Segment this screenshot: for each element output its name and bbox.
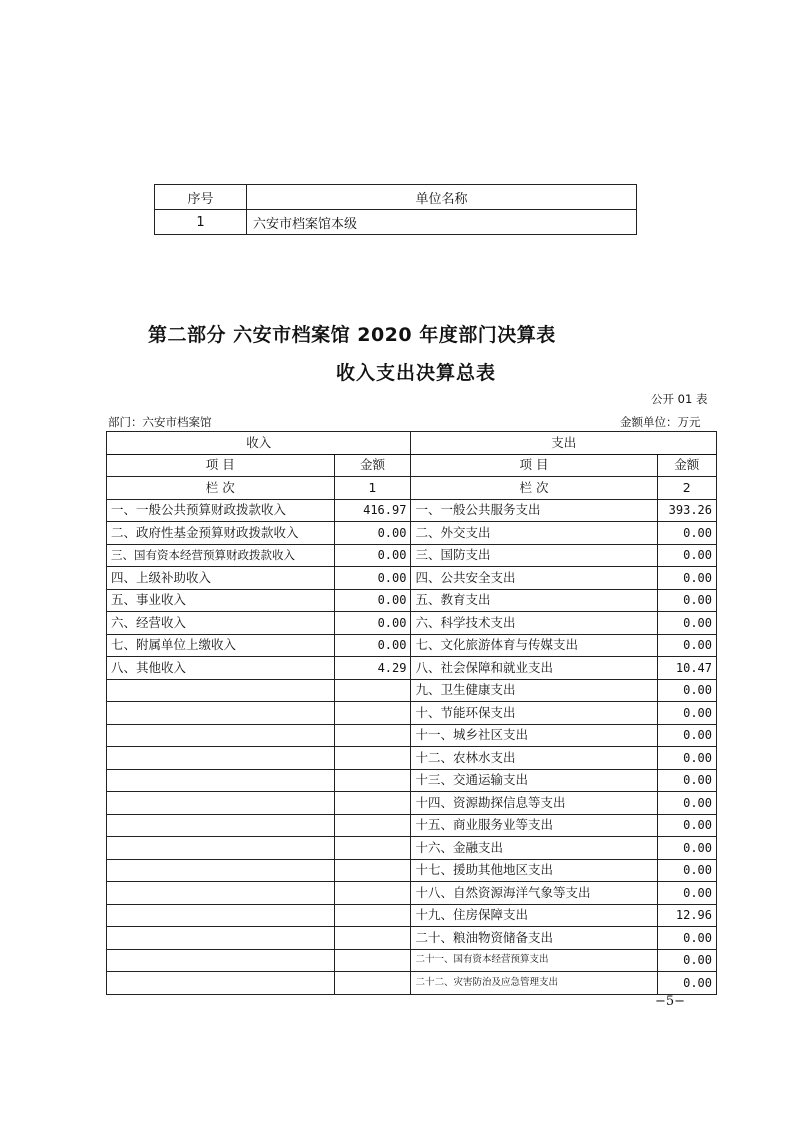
- expense-amount-cell: 0.00: [657, 792, 717, 815]
- income-item-cell: [107, 702, 335, 725]
- income-amount-cell: [334, 814, 411, 837]
- table-row: [107, 724, 717, 747]
- expense-amount-cell: 0.00: [657, 634, 717, 657]
- unit-table: [154, 184, 637, 235]
- income-item-cell: [107, 837, 335, 860]
- table-row: [107, 972, 717, 995]
- expense-amount-header: 金额: [657, 454, 717, 477]
- expense-amount-cell: 0.00: [657, 589, 717, 612]
- income-amount-cell: [334, 769, 411, 792]
- expense-item-cell: 十七、援助其他地区支出: [411, 859, 657, 882]
- income-item-cell: 一、一般公共预算财政拨款收入: [107, 499, 335, 522]
- expense-amount-cell: 0.00: [657, 724, 717, 747]
- expense-col-number: 2: [657, 477, 717, 500]
- table-row: [107, 657, 717, 680]
- expense-item-cell: 五、教育支出: [411, 589, 657, 612]
- table-row: [107, 814, 717, 837]
- expense-amount-cell: 393.26: [657, 499, 717, 522]
- expense-item-cell: 二十二、灾害防治及应急管理支出: [411, 972, 657, 995]
- table-row: [107, 949, 717, 972]
- income-amount-cell: [334, 679, 411, 702]
- expense-item-cell: 十一、城乡社区支出: [411, 724, 657, 747]
- expense-item-cell: 六、科学技术支出: [411, 612, 657, 635]
- income-item-cell: [107, 769, 335, 792]
- expense-amount-cell: 0.00: [657, 859, 717, 882]
- table-code: 公开 01 表: [651, 392, 708, 406]
- table-row: [107, 747, 717, 770]
- table-row: [107, 927, 717, 950]
- header-serial: 序号: [155, 185, 247, 210]
- income-amount-cell: 0.00: [334, 634, 411, 657]
- expense-item-cell: 七、文化旅游体育与传媒支出: [411, 634, 657, 657]
- expense-item-cell: 十五、商业服务业等支出: [411, 814, 657, 837]
- expense-amount-cell: 0.00: [657, 837, 717, 860]
- income-item-cell: [107, 972, 335, 995]
- expense-item-cell: 八、社会保障和就业支出: [411, 657, 657, 680]
- income-amount-cell: 0.00: [334, 589, 411, 612]
- income-item-cell: [107, 724, 335, 747]
- expense-item-header: 项 目: [411, 454, 657, 477]
- income-amount-cell: [334, 882, 411, 905]
- expense-amount-cell: 0.00: [657, 702, 717, 725]
- income-amount-cell: 0.00: [334, 567, 411, 590]
- section-header-row: [107, 432, 717, 455]
- table-row: [107, 882, 717, 905]
- cell-unit-name: 六安市档案馆本级: [247, 210, 637, 235]
- income-amount-cell: [334, 747, 411, 770]
- expense-amount-cell: 0.00: [657, 612, 717, 635]
- income-amount-cell: 4.29: [334, 657, 411, 680]
- table-row: [107, 837, 717, 860]
- income-item-cell: [107, 859, 335, 882]
- cell-serial: 1: [155, 210, 247, 235]
- page-title: 第二部分 六安市档案馆 2020 年度部门决算表: [148, 324, 556, 346]
- income-item-header: 项 目: [107, 454, 335, 477]
- income-amount-cell: [334, 927, 411, 950]
- table-row: [107, 589, 717, 612]
- expense-item-cell: 二十、粮油物资储备支出: [411, 927, 657, 950]
- income-col-number: 1: [334, 477, 411, 500]
- income-item-cell: 二、政府性基金预算财政拨款收入: [107, 522, 335, 545]
- table-row: [107, 679, 717, 702]
- table-body: [107, 499, 717, 994]
- income-amount-cell: [334, 724, 411, 747]
- table-row: [107, 859, 717, 882]
- expense-item-cell: 一、一般公共服务支出: [411, 499, 657, 522]
- table-title: 收入支出决算总表: [336, 362, 497, 384]
- income-amount-cell: [334, 702, 411, 725]
- expense-amount-cell: 0.00: [657, 882, 717, 905]
- income-amount-cell: 0.00: [334, 522, 411, 545]
- income-item-cell: [107, 927, 335, 950]
- expense-item-cell: 十八、自然资源海洋气象等支出: [411, 882, 657, 905]
- income-item-cell: 五、事业收入: [107, 589, 335, 612]
- income-amount-cell: [334, 949, 411, 972]
- header-unit-name: 单位名称: [247, 185, 637, 210]
- expense-item-cell: 十二、农林水支出: [411, 747, 657, 770]
- income-amount-cell: 416.97: [334, 499, 411, 522]
- expense-amount-cell: 0.00: [657, 769, 717, 792]
- income-item-cell: [107, 814, 335, 837]
- department-label: 部门：六安市档案馆: [108, 415, 212, 429]
- income-item-cell: 四、上级补助收入: [107, 567, 335, 590]
- income-item-cell: [107, 792, 335, 815]
- income-amount-cell: [334, 972, 411, 995]
- expense-item-cell: 二、外交支出: [411, 522, 657, 545]
- income-item-cell: 七、附属单位上缴收入: [107, 634, 335, 657]
- income-item-cell: 八、其他收入: [107, 657, 335, 680]
- expense-header: 支出: [411, 432, 717, 455]
- table-row: [107, 792, 717, 815]
- expense-item-cell: 十三、交通运输支出: [411, 769, 657, 792]
- income-amount-cell: [334, 904, 411, 927]
- column-header-row: [107, 454, 717, 477]
- income-item-cell: [107, 679, 335, 702]
- income-header: 收入: [107, 432, 411, 455]
- table-row: [107, 904, 717, 927]
- income-line-label: 栏 次: [107, 477, 335, 500]
- expense-amount-cell: 0.00: [657, 544, 717, 567]
- expense-amount-cell: 0.00: [657, 567, 717, 590]
- expense-amount-cell: 0.00: [657, 522, 717, 545]
- expense-amount-cell: 0.00: [657, 747, 717, 770]
- table-row: [155, 210, 637, 235]
- amount-unit-label: 金额单位：万元: [620, 415, 701, 429]
- income-item-cell: 三、国有资本经营预算财政拨款收入: [107, 544, 335, 567]
- expense-amount-cell: 0.00: [657, 679, 717, 702]
- expense-item-cell: 三、国防支出: [411, 544, 657, 567]
- expense-item-cell: 十、节能环保支出: [411, 702, 657, 725]
- expense-item-cell: 二十一、国有资本经营预算支出: [411, 949, 657, 972]
- income-item-cell: [107, 904, 335, 927]
- expense-item-cell: 四、公共安全支出: [411, 567, 657, 590]
- table-row: [107, 544, 717, 567]
- income-item-cell: [107, 949, 335, 972]
- expense-amount-cell: 0.00: [657, 927, 717, 950]
- income-expense-table: [106, 431, 717, 995]
- table-row: [107, 612, 717, 635]
- table-row: [107, 499, 717, 522]
- line-number-row: [107, 477, 717, 500]
- income-item-cell: [107, 747, 335, 770]
- expense-item-cell: 十六、金融支出: [411, 837, 657, 860]
- expense-item-cell: 十四、资源勘探信息等支出: [411, 792, 657, 815]
- income-amount-cell: [334, 792, 411, 815]
- table-row: [107, 567, 717, 590]
- income-amount-cell: 0.00: [334, 544, 411, 567]
- table-row: [107, 634, 717, 657]
- expense-amount-cell: 0.00: [657, 972, 717, 995]
- unit-table-header-row: [155, 185, 637, 210]
- income-item-cell: [107, 882, 335, 905]
- table-row: [107, 702, 717, 725]
- income-amount-cell: [334, 837, 411, 860]
- expense-amount-cell: 12.96: [657, 904, 717, 927]
- table-row: [107, 769, 717, 792]
- expense-item-cell: 九、卫生健康支出: [411, 679, 657, 702]
- expense-amount-cell: 0.00: [657, 814, 717, 837]
- expense-line-label: 栏 次: [411, 477, 657, 500]
- expense-amount-cell: 10.47: [657, 657, 717, 680]
- income-item-cell: 六、经营收入: [107, 612, 335, 635]
- income-amount-cell: 0.00: [334, 612, 411, 635]
- expense-item-cell: 十九、住房保障支出: [411, 904, 657, 927]
- income-amount-cell: [334, 859, 411, 882]
- table-row: [107, 522, 717, 545]
- expense-amount-cell: 0.00: [657, 949, 717, 972]
- income-amount-header: 金额: [334, 454, 411, 477]
- page-number: −5−: [655, 994, 686, 1009]
